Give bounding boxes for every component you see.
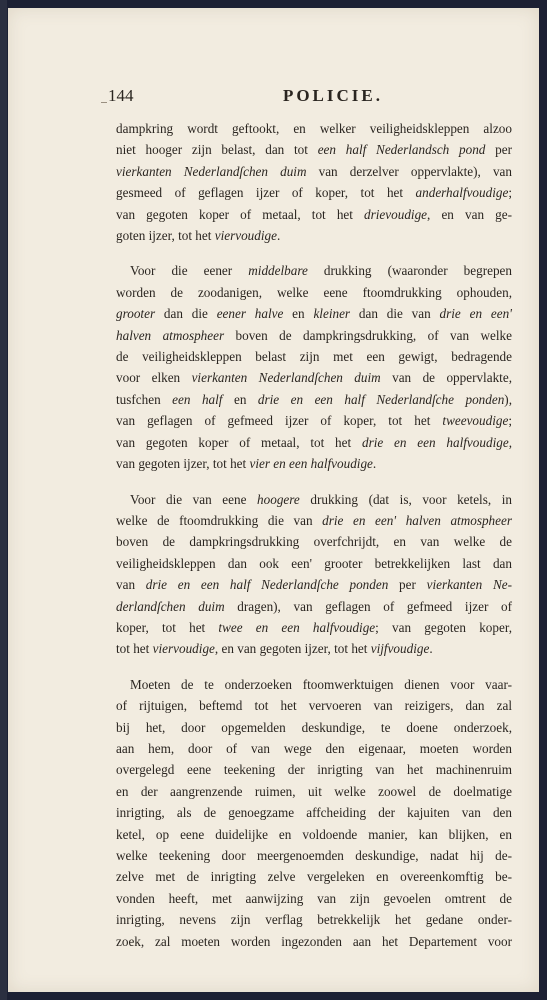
text-line: tusfchen een half en drie en een half Nederlandſche ponden),	[116, 391, 512, 407]
text-line: koper, tot het twee en een halfvoudige; van gegoten koper,	[116, 619, 512, 635]
text-line: welke de ftoomdrukking die van drie en een' halven atmospheer	[116, 512, 512, 528]
text-line: tot het viervoudige, en van gegoten ijzer, tot het vijfvoudige.	[116, 641, 433, 657]
page-number: 144	[108, 86, 134, 105]
text-line: of rijtuigen, beftemd tot het vervoeren van reizigers, dan zal	[116, 698, 512, 714]
text-line: boven de dampkringsdrukking overfchrijdt, en van welke de	[116, 534, 512, 550]
text-line: voor elken vierkanten Nederlandſchen duim van de oppervlakte,	[116, 370, 512, 386]
text-line: derlandſchen duim dragen), van geflagen of gefmeed ijzer of	[116, 598, 512, 614]
text-line: Moeten de te onderzoeken ftoomwerktuigen dienen voor vaar-	[130, 676, 512, 692]
body-text	[116, 118, 512, 966]
text-line: bij het, door opgemelden deskundige, te doene onderzoek,	[116, 719, 512, 735]
page-header	[108, 86, 383, 110]
text-line: en der aangrenzende ruimen, uit welke zoowel de doelmatige	[116, 783, 512, 799]
text-line: zelve met de inrigting zelve vergeleken en overeenkomftig be-	[116, 869, 512, 885]
paragraph	[116, 489, 512, 660]
scan-edge	[0, 0, 7, 1000]
text-line: inrigting, als de genoegzame affcheiding der kajuiten van den	[116, 805, 512, 821]
text-line: van gegoten koper of metaal, tot het drie en een halfvoudige,	[116, 434, 512, 450]
text-line: ketel, op eene duidelijke en voldoende manier, kan blijken, en	[116, 826, 512, 842]
paragraph	[116, 260, 512, 474]
text-line: goten ijzer, tot het viervoudige.	[116, 228, 281, 244]
running-head: POLICIE.	[282, 86, 383, 105]
paragraph	[116, 674, 512, 952]
text-line: overgelegd eene teekening der inrigting van het machinenruim	[116, 762, 512, 778]
text-line: niet hooger zijn belast, dan tot een half Nederlandsch pond per	[116, 142, 512, 158]
text-line: aan hem, door of van wege den eigenaar, moeten worden	[116, 740, 512, 756]
print-mark	[101, 102, 107, 103]
paragraph	[116, 118, 512, 246]
text-line: vonden heeft, met aanwijzing van zijn gevoelen omtrent de	[116, 890, 512, 906]
text-line: gesmeed of geflagen ijzer of koper, tot het anderhalfvoudige;	[116, 185, 512, 201]
text-line: zoek, zal moeten worden ingezonden aan het Departement voor	[116, 933, 512, 949]
text-line: halven atmospheer boven de dampkringsdrukking, of van welke	[116, 327, 512, 343]
text-line: de veiligheidskleppen belast zijn met een gewigt, bedragende	[116, 349, 512, 365]
text-line: van gegoten koper of metaal, tot het drievoudige, en van ge-	[116, 206, 512, 222]
text-line: inrigting, nevens zijn verflag betrekkelijk het gedane onder-	[116, 912, 512, 928]
text-line: Voor die eener middelbare drukking (waaronder begrepen	[130, 263, 512, 279]
text-line: worden de zoodanigen, welke eene ftoomdrukking ophouden,	[116, 284, 512, 300]
text-line: Voor die van eene hoogere drukking (dat is, voor ketels, in	[130, 491, 512, 507]
text-line: veiligheidskleppen dan ook een' grooter betrekkelijken last dan	[116, 555, 512, 571]
text-line: welke teekening door meergenoemden deskundige, nadat hij de-	[116, 848, 512, 863]
text-line: grooter dan die eener halve en kleiner dan die van drie en een'	[116, 306, 512, 322]
text-line: vierkanten Nederlandſchen duim van derzelver oppervlakte), van	[116, 163, 512, 179]
text-line: van gegoten ijzer, tot het vier en een halfvoudige.	[116, 456, 377, 472]
text-line: van geflagen of gefmeed ijzer of koper, tot het tweevoudige;	[116, 413, 512, 429]
text-line: van drie en een half Nederlandſche ponden per vierkanten Ne-	[116, 577, 513, 593]
text-line: dampkring wordt geftookt, en welker veiligheidskleppen alzoo	[116, 121, 512, 136]
